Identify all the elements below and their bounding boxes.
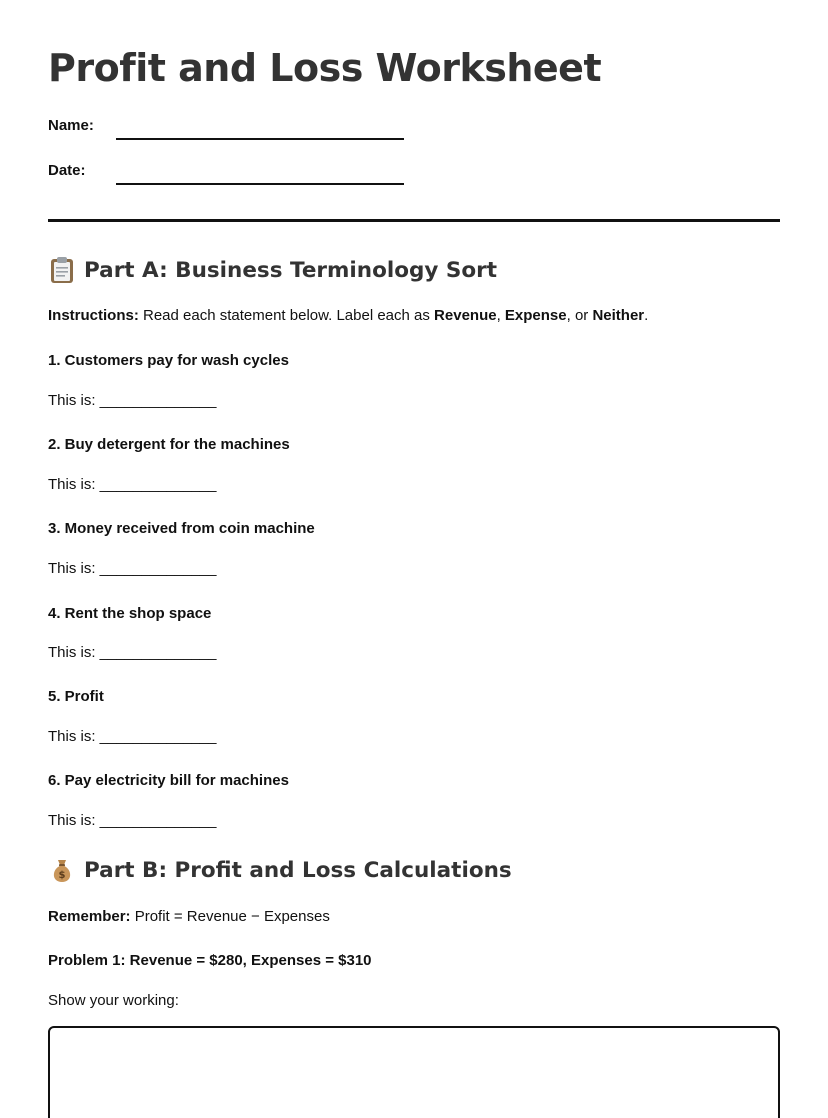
problem-1: Problem 1: Revenue = $280, Expenses = $310 (48, 952, 372, 969)
separator: , or (566, 307, 593, 324)
instructions (48, 307, 648, 324)
page-title: Profit and Loss Worksheet (48, 46, 602, 90)
money-bag-icon (48, 856, 76, 884)
statement-1: 1. Customers pay for wash cycles (48, 352, 289, 369)
answer-blank-2[interactable]: This is: ______________ (48, 476, 217, 493)
instructions-text: Read each statement below. Label each as (138, 307, 435, 324)
name-blank-line[interactable] (116, 138, 404, 140)
part-b-heading (48, 856, 512, 884)
statement-5: 5. Profit (48, 688, 104, 705)
date-field-row (48, 162, 404, 179)
clipboard-icon (48, 256, 76, 284)
answer-blank-4[interactable]: This is: ______________ (48, 644, 217, 661)
answer-blank-6[interactable]: This is: ______________ (48, 812, 217, 829)
instructions-label: Instructions: (48, 307, 139, 324)
formula: Profit = Revenue − Expenses (130, 908, 330, 925)
remember-note (48, 908, 330, 925)
answer-blank-1[interactable]: This is: ______________ (48, 392, 217, 409)
date-label: Date: (48, 162, 86, 179)
answer-blank-5[interactable]: This is: ______________ (48, 728, 217, 745)
svg-text:$: $ (58, 870, 66, 881)
option-neither: Neither (592, 307, 645, 324)
name-label: Name: (48, 117, 94, 134)
statement-2: 2. Buy detergent for the machines (48, 436, 290, 453)
working-answer-box[interactable] (48, 1026, 780, 1118)
statement-3: 3. Money received from coin machine (48, 520, 315, 537)
part-a-heading (48, 256, 497, 284)
option-expense: Expense (504, 307, 567, 324)
header-divider (48, 219, 780, 222)
answer-blank-3[interactable]: This is: ______________ (48, 560, 217, 577)
statement-4: 4. Rent the shop space (48, 605, 212, 622)
part-b-title: Part B: Profit and Loss Calculations (84, 857, 512, 883)
part-a-title: Part A: Business Terminology Sort (84, 257, 498, 283)
working-prompt: Show your working: (48, 992, 179, 1009)
option-revenue: Revenue (434, 307, 497, 324)
date-blank-line[interactable] (116, 183, 404, 185)
separator: , (496, 307, 505, 324)
remember-label: Remember: (48, 908, 131, 925)
statement-6: 6. Pay electricity bill for machines (48, 772, 289, 789)
name-field-row (48, 117, 404, 134)
period: . (644, 307, 649, 324)
